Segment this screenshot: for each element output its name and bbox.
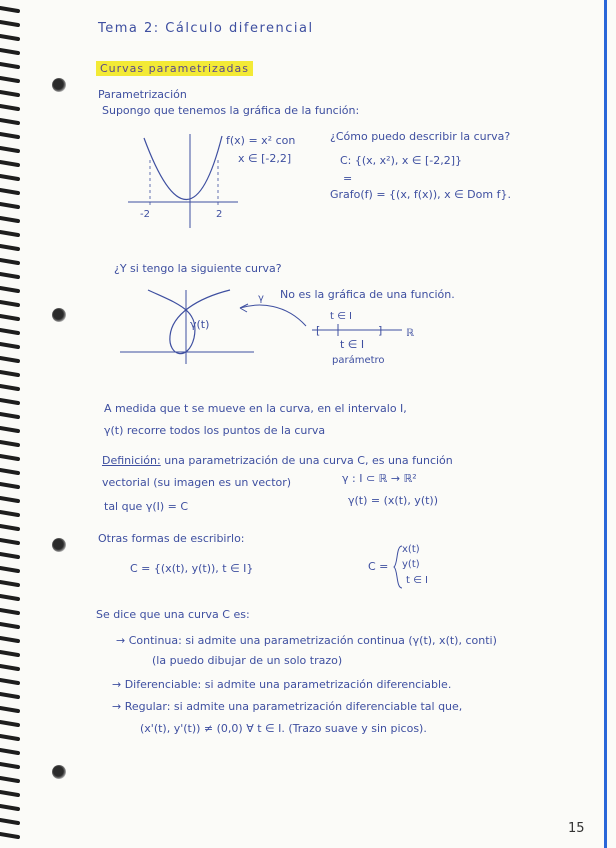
punch-hole (52, 78, 66, 92)
spiral-coil (0, 596, 18, 599)
spiral-coil (0, 358, 18, 361)
intro-text: Supongo que tenemos la gráfica de la función: (102, 104, 360, 117)
para1-line2: γ(t) recorre todos los puntos de la curva (104, 424, 326, 437)
section-highlight: Curvas parametrizadas (96, 61, 253, 76)
spiral-coil (0, 470, 18, 473)
svg-text:[: [ (316, 324, 321, 337)
spiral-coil (0, 106, 18, 109)
spiral-coil (0, 246, 18, 249)
spiral-coil (0, 190, 18, 193)
gamma-label: γ (258, 293, 264, 304)
spiral-coil (0, 666, 18, 669)
page-title: Tema 2: Cálculo diferencial (98, 21, 314, 36)
spiral-coil (0, 778, 18, 781)
spiral-coil (0, 148, 18, 151)
definition-text-1: una parametrización de una curva C, es una función (160, 454, 453, 467)
spiral-coil (0, 92, 18, 95)
spiral-coil (0, 610, 18, 613)
spiral-coil (0, 638, 18, 641)
spiral-coil (0, 456, 18, 459)
spiral-coil (0, 806, 18, 809)
spiral-coil (0, 582, 18, 585)
graph-definition: Grafo(f) = {(x, f(x)), x ∈ Dom f}. (330, 188, 511, 201)
spiral-coil (0, 204, 18, 207)
spiral-coil (0, 260, 18, 263)
spiral-coil (0, 344, 18, 347)
item-continua: → Continua: si admite una parametrización continua (γ(t), x(t), conti) (116, 634, 497, 647)
punch-hole (52, 538, 66, 552)
question-1: ¿Cómo puedo describir la curva? (330, 130, 511, 143)
spiral-coil (0, 750, 18, 753)
curve-set: C: {(x, x²), x ∈ [-2,2]} (340, 154, 463, 167)
spiral-coil (0, 736, 18, 739)
spiral-coil (0, 64, 18, 67)
spiral-coil (0, 218, 18, 221)
spiral-coil (0, 316, 18, 319)
t-in-I-bottom: t ∈ I (340, 338, 365, 351)
real-line-label: ℝ (406, 328, 414, 339)
tick-label-left: -2 (140, 209, 150, 220)
section-heading (96, 62, 253, 76)
spiral-coil (0, 526, 18, 529)
other-forms-heading: Otras formas de escribirlo: (98, 532, 245, 545)
interval-line (310, 320, 410, 340)
punch-hole (52, 765, 66, 779)
spiral-coil (0, 22, 18, 25)
spiral-coil (0, 36, 18, 39)
equals-mark: = (343, 172, 353, 185)
parameter-label: parámetro (332, 355, 385, 366)
definition-label: Definición: (102, 454, 161, 467)
para1-line1: A medida que t se mueve en la curva, en el intervalo I, (104, 402, 407, 415)
spiral-coil (0, 400, 18, 403)
page-number: 15 (568, 821, 585, 836)
spiral-coil (0, 274, 18, 277)
question-2: ¿Y si tengo la siguiente curva? (114, 262, 282, 275)
svg-text:]: ] (378, 324, 383, 337)
form-brace-line3: t ∈ I (406, 575, 428, 586)
item-regular: → Regular: si admite una parametrización diferenciable tal que, (112, 700, 463, 713)
spiral-coil (0, 764, 18, 767)
form-brace-line2: y(t) (402, 559, 420, 570)
spiral-coil (0, 834, 18, 837)
form-set-notation: C = {(x(t), y(t)), t ∈ I} (130, 562, 254, 575)
item-diferenciable: → Diferenciable: si admite una parametrización diferenciable. (112, 678, 452, 691)
spiral-coil (0, 372, 18, 375)
se-dice-heading: Se dice que una curva C es: (96, 608, 250, 621)
spiral-coil (0, 162, 18, 165)
not-function-text: No es la gráfica de una función. (280, 288, 455, 301)
punch-hole (52, 308, 66, 322)
gamma-t-label: γ(t) (190, 318, 210, 331)
definition-gamma: γ(t) = (x(t), y(t)) (348, 494, 439, 507)
subtitle: Parametrización (98, 88, 187, 101)
definition-such-that: tal que γ(I) = C (104, 500, 189, 513)
spiral-coil (0, 330, 18, 333)
spiral-coil (0, 288, 18, 291)
spiral-coil (0, 428, 18, 431)
item-continua-note: (la puedo dibujar de un solo trazo) (152, 654, 343, 667)
spiral-coil (0, 708, 18, 711)
spiral-coil (0, 50, 18, 53)
item-regular-condition: (x'(t), y'(t)) ≠ (0,0) ∀ t ∈ I. (Trazo suave y sin picos). (140, 722, 427, 735)
spiral-coil (0, 652, 18, 655)
spiral-coil (0, 792, 18, 795)
mapping-arrow (236, 296, 316, 336)
function-label: f(x) = x² con (226, 134, 296, 147)
spiral-coil (0, 120, 18, 123)
spiral-coil (0, 8, 18, 11)
definition-line2: vectorial (su imagen es un vector) (102, 476, 292, 489)
domain-label: x ∈ [-2,2] (238, 152, 292, 165)
spiral-coil (0, 624, 18, 627)
spiral-binding (0, 0, 24, 848)
spiral-coil (0, 232, 18, 235)
spiral-coil (0, 820, 18, 823)
spiral-coil (0, 302, 18, 305)
spiral-coil (0, 540, 18, 543)
spiral-coil (0, 568, 18, 571)
spiral-coil (0, 414, 18, 417)
spiral-coil (0, 722, 18, 725)
spiral-coil (0, 512, 18, 515)
spiral-coil (0, 680, 18, 683)
form-brace-lhs: C = (368, 560, 389, 573)
tick-label-right: 2 (216, 209, 223, 220)
spiral-coil (0, 484, 18, 487)
form-brace-line1: x(t) (402, 544, 420, 555)
spiral-coil (0, 386, 18, 389)
spiral-coil (0, 134, 18, 137)
definition-map: γ : I ⊂ ℝ → ℝ² (342, 472, 417, 485)
margin-line (604, 0, 607, 848)
spiral-coil (0, 554, 18, 557)
spiral-coil (0, 176, 18, 179)
t-in-I-top: t ∈ I (330, 311, 352, 322)
spiral-coil (0, 442, 18, 445)
definition-line1 (102, 454, 453, 468)
spiral-coil (0, 78, 18, 81)
spiral-coil (0, 498, 18, 501)
spiral-coil (0, 694, 18, 697)
